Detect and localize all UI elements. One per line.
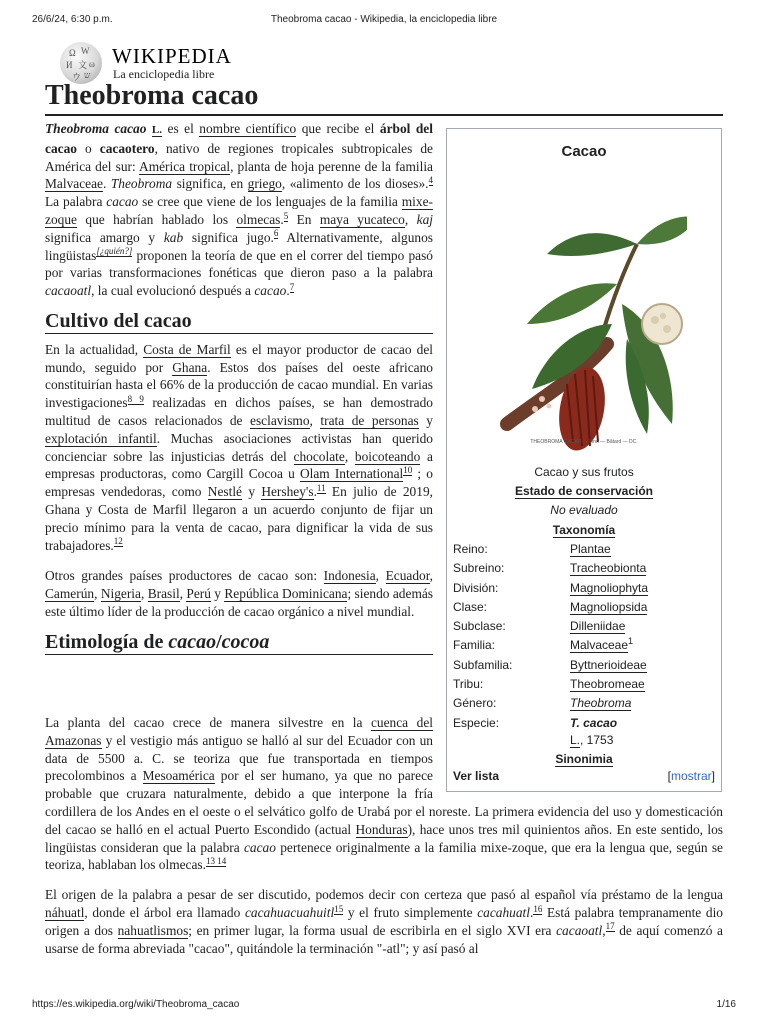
taxonomy-rank: Subreino:	[453, 561, 505, 575]
italic-term: cacahuacuahuitl	[244, 904, 335, 920]
italic-term: kab	[163, 229, 184, 245]
taxon-link[interactable]: Magnoliopsida	[570, 600, 648, 614]
link-olam-international[interactable]: Olam International	[299, 466, 404, 482]
show-toggle[interactable]	[668, 769, 715, 783]
link-esclavismo[interactable]: esclavismo	[250, 412, 310, 428]
link-honduras[interactable]: Honduras	[355, 821, 408, 837]
text: significa amargo y	[45, 229, 164, 245]
text: .	[313, 484, 317, 500]
reference-link[interactable]: 13 14	[206, 855, 227, 866]
italic-term: cacao	[106, 194, 139, 210]
heading-text: /	[216, 630, 222, 653]
link-malvaceae[interactable]: Malvaceae	[45, 176, 103, 192]
conservation-heading[interactable]	[447, 484, 721, 498]
authority-link[interactable]: L.	[570, 733, 581, 747]
print-page-number: 1/16	[716, 999, 736, 1010]
taxonomy-row	[453, 561, 715, 579]
reference-link[interactable]: 17	[605, 921, 615, 932]
illustration-inscription: THEOBROMA CACAO — Linn — Bâtard — DC.	[530, 439, 638, 445]
text: que recibe el	[296, 121, 380, 136]
text: ,	[94, 586, 101, 602]
text: de aquí comenzó a usarse de forma abreviada "cacao", quitándole la terminación "-atl"; y así pasó al	[45, 922, 724, 956]
intro-paragraph	[45, 120, 433, 300]
reference-link[interactable]: 4	[428, 174, 434, 185]
show-link[interactable]: mostrar	[670, 769, 712, 783]
text: se cree que viene de los lenguajes de la familia	[138, 194, 402, 210]
text: , donde el árbol era llamado	[84, 904, 245, 920]
cultivo-paragraph-2	[45, 567, 433, 620]
text: ; siendo además este último líder de la producción de cacao orgánico a nivel mundial.	[45, 586, 434, 619]
link-ecuador[interactable]: Ecuador	[385, 568, 430, 584]
link-nestle[interactable]: Nestlé	[207, 484, 243, 500]
text: ,	[602, 922, 606, 938]
italic-term: Theobroma	[110, 176, 173, 192]
text: ,	[375, 568, 386, 584]
taxonomy-rank: Tribu:	[453, 677, 484, 691]
text: por el ser humano, ya que no parece probable que cruzara naturalmente, debido a que interpone la fría cordillera de los Andes en el oeste o el selvático golfo de Urabá por el noreste. La primera evidencia del uso y domesticación del cacao se halló en el actual Puerto Escondido (actual	[45, 768, 723, 837]
link-mesoamerica[interactable]: Mesoamérica	[142, 768, 215, 784]
print-footer	[32, 999, 736, 1010]
heading-italic: cocoa	[221, 630, 270, 653]
text: En julio de 2019, Ghana y Costa de Marfil llegaron a un acuerdo conjunto de fijar un precio mínimo para la venta de cacao, para dignificar la vida de sus trabajadores.	[45, 484, 433, 553]
infobox-title: Cacao	[561, 143, 607, 160]
taxon-link[interactable]: Magnoliophyta	[570, 581, 649, 595]
link-mixe-zoque[interactable]: mixe-zoque	[45, 194, 433, 227]
bold-term: cacaotero	[99, 140, 155, 156]
italic-term: cacahuatl	[477, 904, 530, 920]
text: pertenece originalmente a la familia mixe-zoque, que era la lengua que, según se teoriza, hablaban los olmecas.	[45, 839, 723, 873]
link-explotacion-infantil[interactable]: explotación infantil	[45, 430, 157, 446]
link-maya-yucateco[interactable]: maya yucateco	[319, 211, 405, 227]
taxon-link[interactable]: Dilleniidae	[570, 619, 626, 633]
link-hersheys[interactable]: Hershey's	[261, 484, 314, 500]
text: Alternativamente, algunos lingüistas	[45, 229, 433, 263]
authority-row	[453, 733, 715, 751]
taxonomy-row	[453, 716, 715, 734]
reference-link[interactable]: 7	[289, 281, 295, 292]
text: o	[76, 140, 100, 156]
wikipedia-tagline: La enciclopedia libre	[113, 67, 215, 81]
taxonomy-row	[453, 619, 715, 637]
text: es el mayor productor de cacao del mundo, seguido por	[45, 341, 433, 375]
heading-text: Etimología de	[45, 630, 169, 653]
text: , planta de hoja perenne de la familia	[230, 158, 433, 174]
text: .	[280, 211, 284, 227]
taxonomy-rank: División:	[453, 581, 499, 595]
synonym-list-row	[453, 769, 715, 783]
link-boicoteando[interactable]: boicoteando	[354, 448, 421, 464]
text: ,	[140, 586, 148, 602]
reference-link[interactable]: 8 9	[127, 393, 144, 404]
citation-needed-link[interactable]: [¿quién?]	[96, 246, 133, 257]
text: ,	[429, 568, 434, 584]
taxonomy-rank: Familia:	[453, 638, 496, 652]
heading-italic: cacao	[168, 630, 217, 653]
italic-term: cacaoatl	[45, 283, 92, 299]
text: y	[242, 484, 262, 500]
synonymy-heading[interactable]	[447, 752, 721, 766]
taxonomy-row	[453, 581, 715, 599]
taxonomy-row	[453, 658, 715, 676]
link-america-tropical[interactable]: América tropical	[139, 158, 231, 174]
taxon-link[interactable]: Malvaceae	[570, 638, 629, 652]
text: ,	[404, 211, 417, 227]
species-name: T. cacao	[570, 716, 618, 730]
text: es el	[162, 121, 200, 136]
taxonomy-rank: Reino:	[453, 542, 488, 556]
text: , «alimento de los dioses».	[281, 176, 429, 192]
taxon-link[interactable]: Tracheobionta	[570, 561, 647, 575]
taxonomy-row	[453, 677, 715, 695]
bracket: [	[667, 769, 671, 783]
print-title: Theobroma cacao - Wikipedia, la enciclopedia libre	[270, 14, 498, 25]
see-list-label: Ver lista	[453, 769, 500, 783]
text: Otros grandes países productores de cacao son:	[45, 568, 324, 584]
link-trata-de-personas[interactable]: trata de personas	[320, 412, 419, 428]
link-republica-dominicana[interactable]: República Dominicana	[224, 586, 348, 602]
text: significa, en	[172, 176, 248, 192]
text: . Estos dos países del oeste africano constituirían hasta el 66% de la producción de cacao mundial. En varias investigaciones	[45, 359, 434, 411]
page-title: Theobroma cacao	[45, 80, 723, 116]
text: , nativo de regiones tropicales subtropicales de América del sur:	[45, 140, 433, 174]
taxon-link[interactable]: Plantae	[570, 542, 611, 556]
link-olmecas[interactable]: olmecas	[236, 211, 281, 227]
image-caption: Cacao y sus frutos	[534, 465, 634, 479]
section-heading-cultivo: Cultivo del cacao	[45, 313, 433, 334]
cultivo-paragraph-1	[45, 341, 433, 555]
text: La planta del cacao crece de manera silvestre en la	[45, 715, 371, 730]
link-indonesia[interactable]: Indonesia	[323, 568, 376, 584]
article-lead-column	[45, 120, 433, 662]
text: y	[210, 586, 225, 602]
taxon-link[interactable]: Theobroma	[570, 696, 632, 710]
text: La palabra	[45, 194, 107, 210]
link-chocolate[interactable]: chocolate	[293, 448, 345, 464]
text: ,	[309, 412, 321, 428]
wikipedia-wordmark: WIKIPEDIA	[112, 44, 232, 68]
taxobox	[446, 128, 722, 792]
taxonomy-row	[453, 600, 715, 618]
taxon-link[interactable]: Byttnerioideae	[570, 658, 647, 672]
intro-term: Theobroma cacao	[45, 121, 147, 136]
text: Está palabra tempranamente dio origen a dos	[45, 904, 723, 938]
print-url: https://es.wikipedia.org/wiki/Theobroma_cacao	[32, 999, 240, 1010]
conservation-link[interactable]: Estado de conservación	[514, 484, 654, 498]
authority-year: , 1753	[580, 733, 614, 747]
taxonomy-rank: Especie:	[453, 716, 500, 730]
text: En la actualidad,	[45, 341, 144, 357]
reference-link[interactable]: 10	[403, 464, 413, 475]
italic-term: cacao	[254, 283, 287, 299]
link-camerun[interactable]: Camerún	[45, 586, 95, 602]
etimologia-paragraph-2	[45, 886, 723, 957]
reference-link[interactable]: 15	[334, 903, 344, 914]
taxonomy-rank: Subfamilia:	[453, 658, 513, 672]
text: . Muchas asociaciones activistas han querido concienciar sobre las injusticias detrás del	[45, 430, 434, 464]
print-date: 26/6/24, 6:30 p.m.	[32, 14, 113, 25]
taxonomy-rank: Género:	[453, 696, 497, 710]
cacao-illustration[interactable]	[487, 174, 687, 484]
text: , la cual evolucionó después a	[91, 283, 255, 299]
text: ), hace unos tres mil quinientos años. En este sentido, los lingüistas consideran que la palabra	[45, 821, 723, 855]
section-heading-etimologia	[45, 630, 433, 655]
synonymy-link[interactable]: Sinonimia	[555, 752, 613, 766]
text: realizadas en dichos países, se han demostrado multitud de casos relacionados de	[45, 395, 434, 428]
reference-link[interactable]: 12	[113, 536, 123, 547]
italic-term: kaj	[416, 211, 433, 227]
link-peru[interactable]: Perú	[186, 586, 211, 602]
reference-link[interactable]: 6	[273, 228, 279, 239]
text: ; o empresas vendedoras, como	[45, 466, 433, 500]
link-nahuatl[interactable]: náhuatl	[45, 904, 85, 920]
link-nombre-cientifico[interactable]: nombre científico	[199, 121, 297, 136]
link-griego[interactable]: griego	[247, 176, 282, 192]
text: ; en primer lugar, la forma usual de escribirla en el siglo XVI era	[188, 922, 557, 938]
conservation-status: No evaluado	[550, 503, 618, 517]
taxonomy-link[interactable]: Taxonomía	[552, 523, 616, 537]
bold-term: árbol del cacao	[45, 121, 433, 156]
text: a empresas productoras, como Cargill Cocoa u	[45, 448, 433, 482]
link-costa-de-marfil[interactable]: Costa de Marfil	[143, 341, 231, 357]
text: y el fruto simplemente	[343, 904, 478, 920]
taxonomy-row	[453, 696, 715, 714]
text: proponen la teoría de que en el correr del tiempo pasó por varias transformaciones fonéticas que dieron paso a la palabra	[45, 247, 433, 281]
text: .	[530, 904, 534, 920]
taxonomy-rank: Clase:	[453, 600, 488, 614]
taxonomy-row	[453, 542, 715, 560]
text: .	[102, 176, 111, 192]
text: significa jugo.	[183, 229, 274, 245]
link-brasil[interactable]: Brasil	[147, 586, 180, 602]
taxonomy-row	[453, 638, 715, 656]
text: El origen de la palabra a pesar de ser discutido, podemos decir con certeza que pasó al español vía préstamo de la lengua	[45, 887, 723, 903]
taxon-link[interactable]: Theobromeae	[570, 677, 645, 691]
text: y	[418, 412, 433, 428]
text: ,	[179, 586, 187, 602]
link-cuenca-del-amazonas[interactable]: cuenca del Amazonas	[45, 715, 433, 748]
link-nahuatlismos[interactable]: nahuatlismos	[117, 922, 189, 938]
text: En	[288, 211, 320, 227]
text: ,	[344, 448, 355, 464]
link-nigeria[interactable]: Nigeria	[100, 586, 141, 602]
link-ghana[interactable]: Ghana	[172, 359, 208, 375]
text: .	[286, 283, 290, 299]
link-authority[interactable]: L.	[151, 124, 163, 136]
italic-term: cacao	[243, 839, 276, 855]
taxonomy-heading[interactable]	[447, 523, 721, 537]
text: y el vestigio más antiguo se halló al sur del Ecuador con un data de 5500 a. C. se teoriza que fue transportada en tiempos precolombinos a	[45, 732, 433, 784]
bracket: ]	[711, 769, 715, 783]
taxonomy-rank: Subclase:	[453, 619, 506, 633]
reference-link[interactable]: 5	[283, 210, 289, 221]
wikipedia-globe-icon: Ω W И 文 ω ウ ש	[60, 42, 102, 84]
text: que habrían hablado los	[76, 211, 237, 227]
reference-link[interactable]: 1	[628, 636, 634, 646]
reference-link[interactable]: 11	[316, 482, 326, 493]
reference-link[interactable]: 16	[533, 903, 543, 914]
italic-term: cacaoatl	[556, 922, 603, 938]
